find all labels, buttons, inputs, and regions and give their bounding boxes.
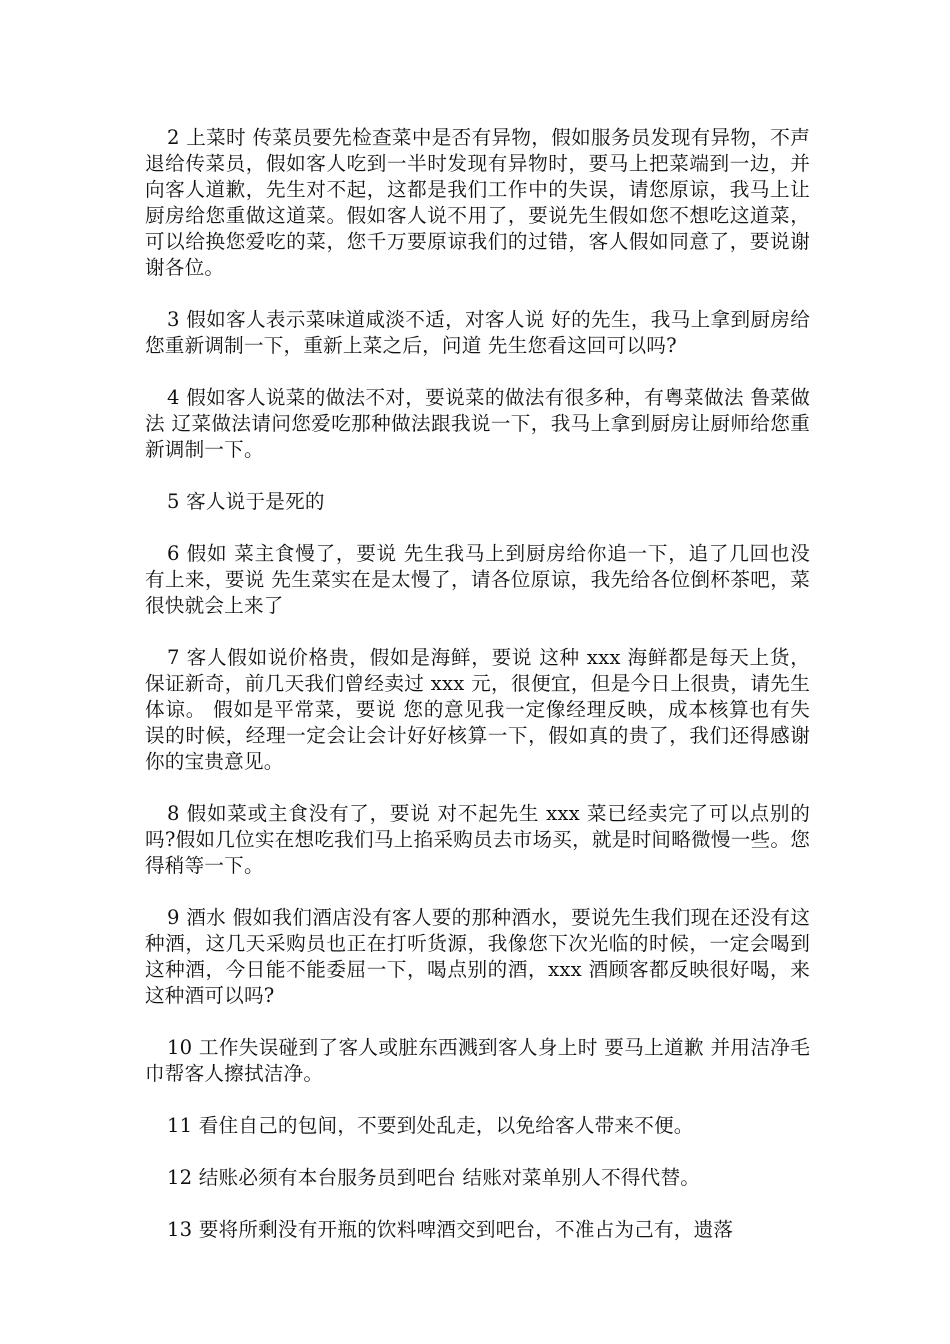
paragraph-6: 6 假如 菜主食慢了，要说 先生我马上到厨房给你追一下，追了几回也没有上来，要说 先生菜实在是太慢了，请各位原谅，我先给各位倒杯茶吧，菜很快就会上来了: [145, 542, 810, 617]
paragraph-8: 8 假如菜或主食没有了，要说 对不起先生 xxx 菜已经卖完了可以点别的吗?假如几位实在想吃我们马上掐采购员去市场买，就是时间略微慢一些。您得稍等一下。: [145, 802, 810, 877]
document-body: [145, 125, 810, 1243]
paragraph-7: 7 客人假如说价格贵，假如是海鲜，要说 这种 xxx 海鲜都是每天上货，保证新奇，前几天我们曾经卖过 xxx 元，很便宜，但是今日上很贵，请先生体谅。 假如是平常菜，要说 您的意见我一定像经理反映，成本核算也有失误的时候，经理一定会让会计好好核算一下，假如真的贵了，我们还得感谢你的宝贵意见。: [145, 646, 810, 773]
paragraph-2: 2 上菜时 传菜员要先检查菜中是否有异物，假如服务员发现有异物，不声退给传菜员，假如客人吃到一半时发现有异物时，要马上把菜端到一边，并向客人道歉，先生对不起，这都是我们工作中的失误，请您原谅，我马上让厨房给您重做这道菜。假如客人说不用了，要说先生假如您不想吃这道菜，可以给换您爱吃的菜，您千万要原谅我们的过错，客人假如同意了，要说谢谢各位。: [145, 126, 810, 279]
paragraph-13: 13 要将所剩没有开瓶的饮料啤酒交到吧台，不准占为己有，遗落: [167, 1218, 734, 1241]
paragraph-5: 5 客人说于是死的: [167, 490, 325, 513]
paragraph-9: 9 酒水 假如我们酒店没有客人要的那种酒水，要说先生我们现在还没有这种酒，这几天采购员也正在打听货源，我像您下次光临的时候，一定会喝到这种酒，今日能不能委屈一下，喝点别的酒，xxx 酒顾客都反映很好喝，来这种酒可以吗?: [145, 906, 810, 1007]
paragraph-3: 3 假如客人表示菜味道咸淡不适，对客人说 好的先生，我马上拿到厨房给您重新调制一下，重新上菜之后，问道 先生您看这回可以吗?: [145, 308, 810, 357]
paragraph-4: 4 假如客人说菜的做法不对，要说菜的做法有很多种，有粤菜做法 鲁菜做法 辽菜做法请问您爱吃那种做法跟我说一下，我马上拿到厨房让厨师给您重新调制一下。: [145, 386, 810, 461]
paragraph-10: 10 工作失误碰到了客人或脏东西溅到客人身上时 要马上道歉 并用洁净毛巾帮客人擦拭洁净。: [145, 1036, 810, 1085]
paragraph-11: 11 看住自己的包间，不要到处乱走，以免给客人带来不便。: [167, 1114, 694, 1137]
paragraph-12: 12 结账必须有本台服务员到吧台 结账对菜单别人不得代替。: [167, 1166, 701, 1189]
